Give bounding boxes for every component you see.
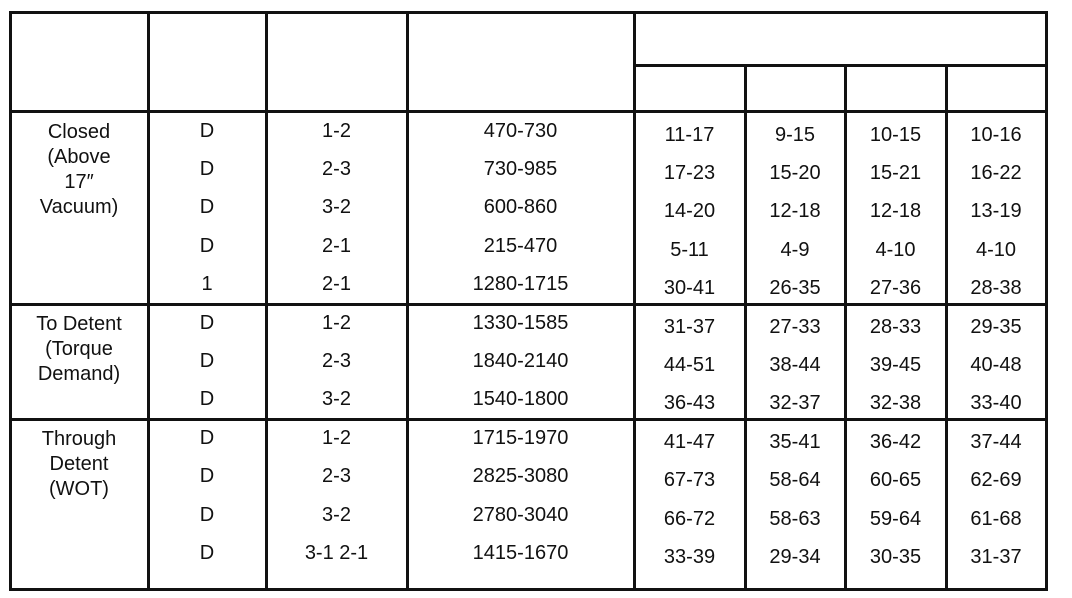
cell-column-4: 13-19 <box>970 200 1022 223</box>
throttle-label-line: (Torque <box>45 338 113 360</box>
throttle-label <box>10 120 148 220</box>
throttle-label-line: Through <box>41 428 117 451</box>
cell-column-3: 32-38 <box>869 392 922 415</box>
cell-range: D <box>199 426 215 449</box>
header-column-1 <box>634 68 745 112</box>
cell-rpm: 600-860 <box>483 196 558 219</box>
throttle-label-line: (WOT) <box>49 478 109 501</box>
cell-column-3: 36-42 <box>869 430 922 453</box>
cell-column-2: 58-64 <box>769 469 821 492</box>
throttle-label-line: 17″ <box>64 171 94 193</box>
cell-column-2: 35-41 <box>769 430 821 453</box>
table-top-border <box>9 11 1048 14</box>
cell-column-4: 33-40 <box>970 392 1022 415</box>
cell-rpm: 1280-1715 <box>472 273 569 296</box>
cell-column-3: 28-33 <box>869 315 922 338</box>
cell-range: D <box>199 350 215 373</box>
cell-column-3: 15-21 <box>869 162 922 185</box>
cell-range: D <box>199 542 215 565</box>
cell-shift: 3-1 2-1 <box>304 542 369 565</box>
cell-range: D <box>199 503 215 526</box>
cell-column-4: 4-10 <box>975 238 1017 261</box>
cell-shift: 2-1 <box>322 234 351 257</box>
cell-column-2: 32-37 <box>769 392 821 415</box>
cell-rpm: 2825-3080 <box>472 465 569 488</box>
cell-column-2: 27-33 <box>769 315 821 338</box>
cell-column-3: 27-36 <box>869 277 922 300</box>
cell-column-2: 26-35 <box>769 277 821 300</box>
cell-rpm: 1415-1670 <box>472 542 569 565</box>
table-bottom-border <box>9 588 1048 591</box>
cell-shift: 1-2 <box>322 311 351 334</box>
cell-column-4: 16-22 <box>970 162 1022 185</box>
cell-column-1: 5-11 <box>670 238 709 261</box>
throttle-label-line: Closed <box>47 121 111 143</box>
throttle-label <box>10 427 148 502</box>
cell-column-3: 39-45 <box>869 354 922 377</box>
cell-column-1: 17-23 <box>663 162 716 185</box>
cell-column-4: 61-68 <box>970 507 1022 530</box>
header-shift <box>266 64 407 108</box>
cell-shift: 2-3 <box>322 465 351 488</box>
cell-column-2: 4-9 <box>780 238 810 261</box>
cell-column-1: 36-43 <box>663 392 716 415</box>
cell-rpm: 470-730 <box>483 119 558 142</box>
cell-rpm: 1540-1800 <box>472 388 569 411</box>
cell-shift: 1-2 <box>322 119 351 142</box>
cell-column-2: 9-15 <box>774 123 816 146</box>
throttle-label-line: To Detent <box>36 313 122 335</box>
header-throttle <box>10 60 148 104</box>
cell-range: D <box>199 311 215 334</box>
header-ops-rpm <box>407 66 634 110</box>
cell-column-1: 11-17 <box>664 123 715 146</box>
cell-column-3: 59-64 <box>869 507 922 530</box>
cell-column-3: 60-65 <box>869 469 922 492</box>
cell-rpm: 1840-2140 <box>472 350 569 373</box>
cell-column-3: 4-10 <box>875 238 916 261</box>
cell-range: D <box>199 119 215 142</box>
cell-shift: 3-2 <box>322 388 351 411</box>
header-column-2 <box>745 68 845 112</box>
throttle-label-line: Vacuum) <box>39 196 119 218</box>
cell-range: D <box>199 465 215 488</box>
cell-column-4: 40-48 <box>970 354 1022 377</box>
cell-rpm: 1715-1970 <box>472 426 569 449</box>
cell-column-4: 10-16 <box>970 123 1022 146</box>
cell-shift: 3-2 <box>322 503 351 526</box>
throttle-label-line: (Above <box>47 146 111 168</box>
cell-shift: 1-2 <box>322 426 351 449</box>
cell-shift: 2-1 <box>322 273 351 296</box>
cell-column-1: 66-72 <box>663 507 716 530</box>
cell-column-2: 38-44 <box>769 354 821 377</box>
cell-column-1: 33-39 <box>663 546 716 569</box>
cell-shift: 2-3 <box>322 350 351 373</box>
header-range <box>148 62 266 106</box>
cell-shift: 2-3 <box>322 158 351 181</box>
shift-table <box>10 12 1046 590</box>
cell-column-1: 41-47 <box>663 430 716 453</box>
cell-rpm: 730-985 <box>483 158 558 181</box>
cell-column-1: 44-51 <box>663 354 716 377</box>
cell-range: D <box>199 158 215 181</box>
cell-column-4: 29-35 <box>970 315 1022 338</box>
cell-range: D <box>199 196 215 219</box>
cell-rpm: 1330-1585 <box>472 311 569 334</box>
cell-column-1: 14-20 <box>663 200 716 223</box>
cell-column-4: 37-44 <box>970 430 1022 453</box>
cell-column-1: 31-37 <box>663 315 716 338</box>
cell-column-4: 62-69 <box>970 469 1022 492</box>
header-column-3 <box>845 68 946 112</box>
header-column-4 <box>946 68 1046 112</box>
cell-shift: 3-2 <box>322 196 351 219</box>
cell-column-2: 12-18 <box>769 200 821 223</box>
cell-column-4: 28-38 <box>970 277 1022 300</box>
cell-range: D <box>199 234 215 257</box>
cell-column-2: 58-63 <box>769 507 821 530</box>
cell-column-2: 15-20 <box>769 162 821 185</box>
throttle-label-line: Demand) <box>37 363 121 385</box>
throttle-label-line: Detent <box>49 453 109 476</box>
header-column-number <box>634 20 1046 64</box>
column-group-divider <box>634 64 1048 67</box>
cell-column-4: 31-37 <box>970 546 1022 569</box>
cell-column-3: 12-18 <box>869 200 922 223</box>
cell-rpm: 215-470 <box>483 234 558 257</box>
cell-rpm: 2780-3040 <box>472 503 569 526</box>
cell-column-3: 30-35 <box>869 546 922 569</box>
cell-column-3: 10-15 <box>869 123 922 146</box>
cell-range: D <box>199 388 215 411</box>
cell-range: 1 <box>201 273 213 296</box>
throttle-label <box>10 312 148 387</box>
cell-column-1: 30-41 <box>663 277 716 300</box>
cell-column-2: 29-34 <box>769 546 821 569</box>
cell-column-1: 67-73 <box>663 469 716 492</box>
